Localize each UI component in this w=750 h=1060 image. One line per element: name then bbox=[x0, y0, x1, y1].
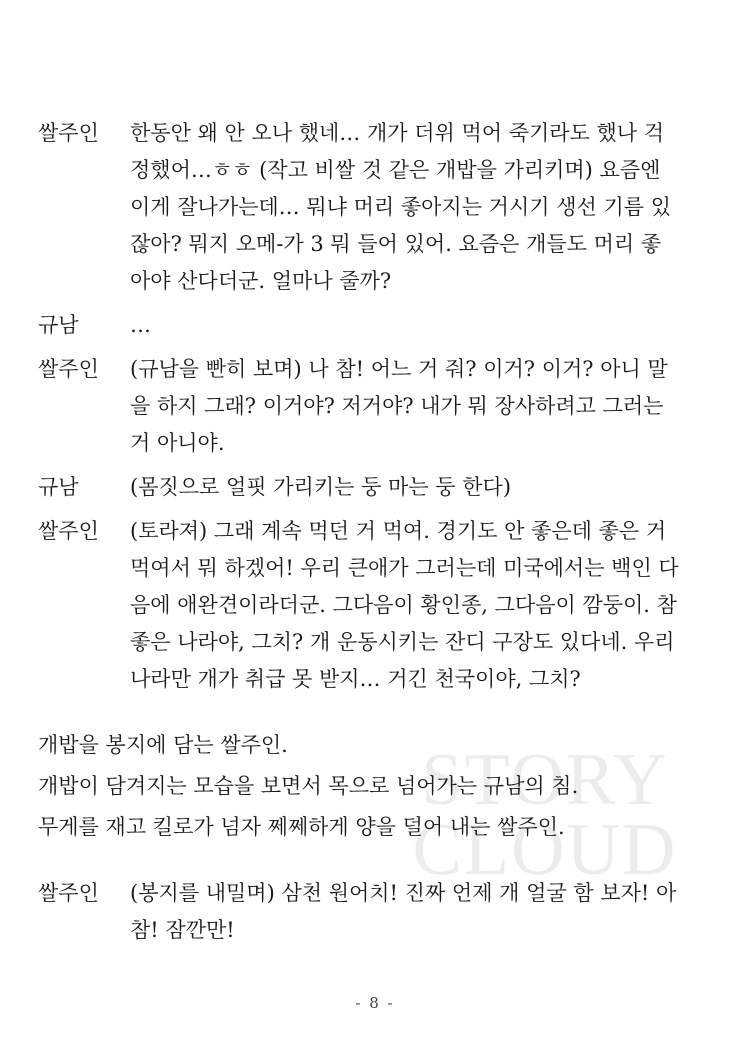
section-gap bbox=[38, 846, 718, 875]
dialogue-line: (봉지를 내밀며) 삼천 원어치! 진짜 언제 개 얼굴 함 보자! 아 bbox=[130, 881, 677, 905]
dialogue-line: 음에 애완견이라더군. 그다음이 황인종, 그다음이 깜둥이. 참 bbox=[130, 593, 677, 617]
dialogue-line: 좋은 나라야, 그치? 개 운동시키는 잔디 구장도 있다네. 우리 bbox=[130, 630, 675, 654]
speaker-name: 쌀주인 bbox=[38, 121, 99, 145]
speaker-name: 쌀주인 bbox=[38, 881, 99, 905]
speaker-name: 쌀주인 bbox=[38, 519, 99, 543]
dialogue-line: (규남을 빤히 보며) 나 참! 어느 거 줘? 이거? 이거? 아니 말 bbox=[130, 357, 668, 381]
dialogue-entry bbox=[38, 875, 718, 949]
script-content bbox=[38, 115, 718, 949]
dialogue-line: … bbox=[130, 313, 151, 337]
dialogue-entry bbox=[38, 469, 718, 506]
watermark-line-1: STORY bbox=[421, 739, 669, 821]
dialogue-line: 먹여서 뭐 하겠어! 우리 큰애가 그러는데 미국에서는 백인 다 bbox=[130, 556, 679, 580]
page-number: - 8 - bbox=[355, 994, 395, 1012]
dialogue-line: (토라져) 그래 계속 먹던 거 먹여. 경기도 안 좋은데 좋은 거 bbox=[130, 519, 667, 543]
dialogue-line: 잖아? 뭐지 오메-가 3 뭐 들어 있어. 요즘은 개들도 머리 좋 bbox=[130, 232, 662, 256]
dialogue-line: 한동안 왜 안 오나 했네… 개가 더위 먹어 죽기라도 했나 걱 bbox=[130, 121, 665, 145]
dialogue-line: 아야 산다더군. 얼마나 줄까? bbox=[130, 269, 392, 293]
speaker-name: 규남 bbox=[38, 475, 79, 499]
dialogue-line: 참! 잠깐만! bbox=[130, 918, 235, 942]
stage-direction: 개밥을 봉지에 담는 쌀주인. bbox=[38, 733, 288, 757]
dialogue-line: (몸짓으로 얼핏 가리키는 둥 마는 둥 한다) bbox=[130, 475, 512, 499]
dialogue-entry bbox=[38, 513, 718, 698]
dialogue-line: 이게 잘나가는데… 뭐냐 머리 좋아지는 거시기 생선 기름 있 bbox=[130, 195, 671, 219]
dialogue-entry bbox=[38, 115, 718, 300]
dialogue-line: 을 하지 그래? 이거야? 저거야? 내가 뭐 장사하려고 그러는 bbox=[130, 394, 664, 418]
dialogue-entry bbox=[38, 351, 718, 462]
dialogue-line: 정했어…ㅎㅎ (작고 비쌀 것 같은 개밥을 가리키며) 요즘엔 bbox=[130, 158, 661, 182]
section-gap bbox=[38, 698, 718, 727]
watermark-line-2: CLOUD bbox=[412, 809, 678, 891]
dialogue-entry bbox=[38, 307, 718, 344]
speaker-name: 규남 bbox=[38, 313, 79, 337]
dialogue-line: 거 아니야. bbox=[130, 431, 225, 455]
dialogue-line: 나라만 개가 취급 못 받지… 거긴 천국이야, 그치? bbox=[130, 667, 581, 691]
speaker-name: 쌀주인 bbox=[38, 357, 99, 381]
stage-direction: 무게를 재고 킬로가 넘자 쩨쩨하게 양을 덜어 내는 쌀주인. bbox=[38, 815, 565, 839]
stage-direction: 개밥이 담겨지는 모습을 보면서 목으로 넘어가는 규남의 침. bbox=[38, 774, 579, 798]
